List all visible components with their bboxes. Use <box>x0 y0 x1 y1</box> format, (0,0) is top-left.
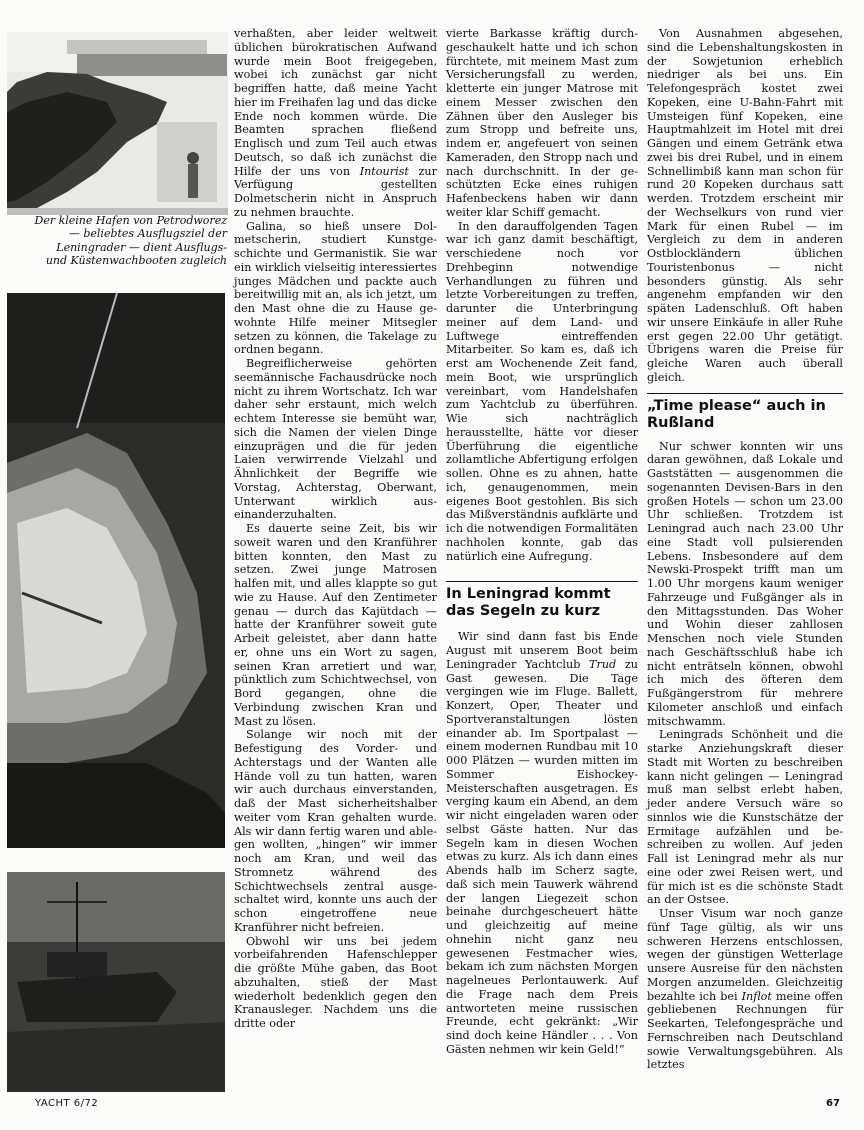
folio-issue: YACHT 6/72 <box>35 1098 99 1109</box>
paragraph: Solange wir noch mit der Befestigung des Vorder- und Achterstags und der Wanten alle Hände voll zu tun hatten, waren wir auch durchaus einverstanden, daß der Mast sicherheitshalber weiter vom Kran gehalten wurde. Als wir dann fertig waren und ablegen wollten, „hingen“ wir immer noch am Kran, und weil das Stromnetz während des Schichtwechsels zentral ausgeschaltet wird, konnte uns auch der schon eingetroffene neue Kranführer nicht befreien. <box>234 728 437 934</box>
photo-caption <box>5 214 227 268</box>
paragraph: Es dauerte seine Zeit, bis wir soweit waren und den Kranführer bitten konnten, den Mast zu setzen. Zwei junge Matrosen halfen mit, und alles klappte so gut wie zu Hause. Auf den Zentimeter genau — durch das Kajütdach — hatte der Kranführer soweit gute Arbeit geleistet, aber dann hatte er, ohne uns ein Wort zu sagen, seinen Kran arretiert und war, pünktlich zum Schichtwechsel, von Bord gegangen, ohne die Verbindung zwischen Kran und Mast zu lösen. <box>234 522 437 728</box>
paragraph: Galina, so hieß unsere Dolmetscherin, studiert Kunstgeschichte und Germanistik. Sie war ein wirklich vielseitig interessiertes junges Mädchen und packte auch bereitwillig mit an, als ich jetzt, um den Mast ohne die zu Hause gewohnte Hilfe meiner Mitsegler setzen zu können, die Takelage zu ordnen begann. <box>234 219 438 357</box>
paragraph-text: meine offen gebliebenen Rechnungen für Seekarten, Telefongespräche und Fernschreiben nach Deutschland sowie Verwaltungsgebühren. Als letztes <box>647 989 843 1072</box>
paragraph: vierte Barkasse kräftig durchgeschaukelt hatte und ich schon fürchtete, mit meinem Mast zum Versicherungsfall zu werden, kletterte ein junger Matrose mit einem Messer zwischen den Zähnen über den Ausleger bis zum Stropp und befreite uns, indem er, angefeuert von seinen Kameraden, den Stropp nach und nach durchschnitt. In der geschützten Ecke eines ruhigen Hafenbeckens haben wir dann weiter klar Schiff gemacht. <box>446 27 638 219</box>
section-headline: „Time please“ auch in Rußland <box>647 393 843 432</box>
agency-name: Intourist <box>359 164 409 178</box>
paragraph-text: Wir sind dann fast bis Ende August mit unserem Boot beim Leningrader Yachtclub <box>446 630 638 671</box>
paragraph-text: Unser Visum war noch ganze fünf Tage gültig, als wir uns schweren Herzens entschlossen, wegen der günstigen Wetterlage unsere Ausreise für den nächsten Morgen anzumelden. Gleichzeitig bezahlte ich bei <box>647 907 843 1003</box>
paragraph: Leningrads Schönheit und die starke Anziehungskraft dieser Stadt mit Worten zu beschreiben kann nicht gelingen — Leningrad muß man selbst erlebt haben, jeder andere Versuch wäre so sinnlos wie die Kunstschätze der Ermitage aufzählen und beschreiben zu wollen. Auf jeden Fall ist Leningrad mehr als nur eine oder zwei Reisen wert, und für mich ist es die schönste Stadt an der Ostsee. <box>647 728 843 907</box>
paragraph-text: verhaßten, aber leider weltweit üblichen bürokratischen Aufwand wurde mein Boot freigegeben, wobei ich zunächst gar nicht begriffen hatte, daß meine Yacht hier im Freihafen lag und das dicke Ende noch kommen würde. Die Beamten sprachen fließend Englisch und zum Teil auch etwas Deutsch, so daß ich zunächst die Hilfe der uns von <box>234 27 437 178</box>
club-name: Trud <box>589 657 617 671</box>
paragraph: Begreiflicherweise gehörten seemännische Fachausdrücke noch nicht zu ihrem Wortschatz. Ich war daher sehr erstaunt, mich welch echtem Interesse sie bemüht war, sich die Namen der vielen Dinge einzuprägen und die für jeden Laien verwirrende Vielzahl und Ähnlichkeit der Begriffe wie Vorstag, Achterstag, Oberwant, Unterwant wirklich auseinanderzuhalten. <box>234 357 437 522</box>
paragraph-text: zur Verfügung gestellten Dolmetscherin nicht in Anspruch zu nehmen brauchte. <box>234 164 437 219</box>
patrol-boat-photo <box>7 872 225 1092</box>
caption-line: — beliebtes Ausflugsziel der <box>68 227 227 241</box>
caption-line: Der kleine Hafen von Petrodworez <box>34 214 227 227</box>
paragraph <box>446 630 638 1056</box>
caption-line: Leningrader — dient Ausflugs- <box>56 240 227 254</box>
paragraph: Obwohl wir uns bei jedem vorbeifahrenden Hafenschlepper die größte Mühe gaben, das Boot abzuhalten, stieß der Mast wiederholt bedenklich gegen den Kranausleger. Nachdem uns die dritte oder <box>234 934 437 1030</box>
text-column-2 <box>234 27 437 1031</box>
company-name: Inflot <box>741 989 772 1003</box>
caption-line: und Küstenwachbooten zugleich <box>45 254 227 268</box>
paragraph: In den darauffolgenden Tagen war ich ganz damit beschäftigt, verschiedene noch vor Drehbeginn notwendige Verhandlungen zu führen und letzte Vorbereitungen zu treffen, darunter die Unterbringung meiner auf dem Land- und Luftwege eintreffenden Mitarbeiter. So kam es, daß ich erst am Wochenende Zeit fand, mein Boot, wie ursprünglich vereinbart, vom Handelshafen zum Yachtclub zu überführen. Wie sich nachträglich herausstellte, hätte vor dieser Überführung die eigentliche zollamtliche Abfertigung erfolgen sollen. Ohne es zu ahnen, hatte ich, genaugenommen, mein eigenes Boot gestohlen. Bis sich das Mißverständnis aufklärte und ich die notwendigen Formalitäten nachholen konnte, gab das natürlich eine Aufregung. <box>446 219 638 563</box>
text-column-4 <box>647 27 843 1072</box>
harbor-photo <box>7 32 228 215</box>
section-headline: In Leningrad kommt das Segeln zu kurz <box>446 581 638 620</box>
text-column-3 <box>446 27 638 1057</box>
paragraph: Von Ausnahmen abgesehen, sind die Lebenshaltungskosten in der Sowjetunion erheblich niedriger als bei uns. Ein Telefongespräch kostet zwei Kopeken, eine U-Bahn-Fahrt mit Umsteigen fünf Kopeken, eine Hauptmahlzeit im Hotel mit drei Gängen und einem Getränk etwa zwei bis drei Rubel, und in einem Schnellimbiß kann man schon für rund 20 Kopeken durchaus satt werden. Trotzdem erscheint mir der Wechselkurs von rund vier Mark für einen Rubel — im Vergleich zu dem in anderen Ostblockländern üblichen Touristenbonus — nicht besonders günstig. Als sehr angenehm empfanden wir den späten Ladenschluß. Oft haben wir unsere Einkäufe in aller Ruhe erst gegen 22.00 Uhr getätigt. Übrigens waren die Preise für gleiche Waren auch überall gleich. <box>647 27 843 384</box>
paragraph <box>234 27 437 220</box>
paragraph <box>647 907 843 1072</box>
page-number: 67 <box>826 1098 840 1109</box>
yacht-photo <box>7 293 225 848</box>
paragraph: Nur schwer konnten wir uns daran gewöhnen, daß Lokale und Gaststätten — ausgenommen die sogenannten Devisen-Bars in den großen Hotels — schon um 23.00 Uhr schließen. Trotzdem ist Leningrad auch nach 23.00 Uhr eine Stadt voll pulsierenden Lebens. Insbesondere auf dem Newski-Prospekt trifft man um 1.00 Uhr morgens kaum weniger Fahrzeuge und Fußgänger als in den Mittagsstunden. Das Woher und Wohin dieser zahllosen Menschen noch viele Stunden nach Geschäftsschluß habe ich nicht enträtseln können, obwohl ich mich des öfteren dem Fußgängerstrom für mehrere Kilometer anschloß und einfach mitschwamm. <box>647 439 843 728</box>
paragraph-text: zu Gast gewesen. Die Tage vergingen wie im Fluge. Ballett, Konzert, Oper, Theater und Sportveranstaltungen lösten einander ab. Im Sportpalast — einem modernen Rundbau mit 10 000 Plätzen — wurden mitten im Sommer Eishockey-Meisterschaften ausgetragen. Es verging kaum ein Abend, an dem wir nicht eingeladen waren oder selbst Gäste hatten. Nur das Segeln kam in diesen Wochen etwas zu kurz. Als ich dann eines Abends halb im Scherz sagte, daß sich mein Tauwerk während der langen Liegezeit schon beinahe durchgescheuert hätte und gleichzeitig auf meine ohnehin nicht ganz neu gewesenen Festmacher wies, bekam ich zum nächsten Morgen nagelneues Perlontauwerk. Auf die Frage nach dem Preis antworteten meine russischen Freunde, echt gekränkt: „Wir sind doch keine Händler . . . Von Gästen nehmen wir kein Geld!“ <box>446 657 638 1056</box>
paragraph-text-a <box>234 27 437 219</box>
